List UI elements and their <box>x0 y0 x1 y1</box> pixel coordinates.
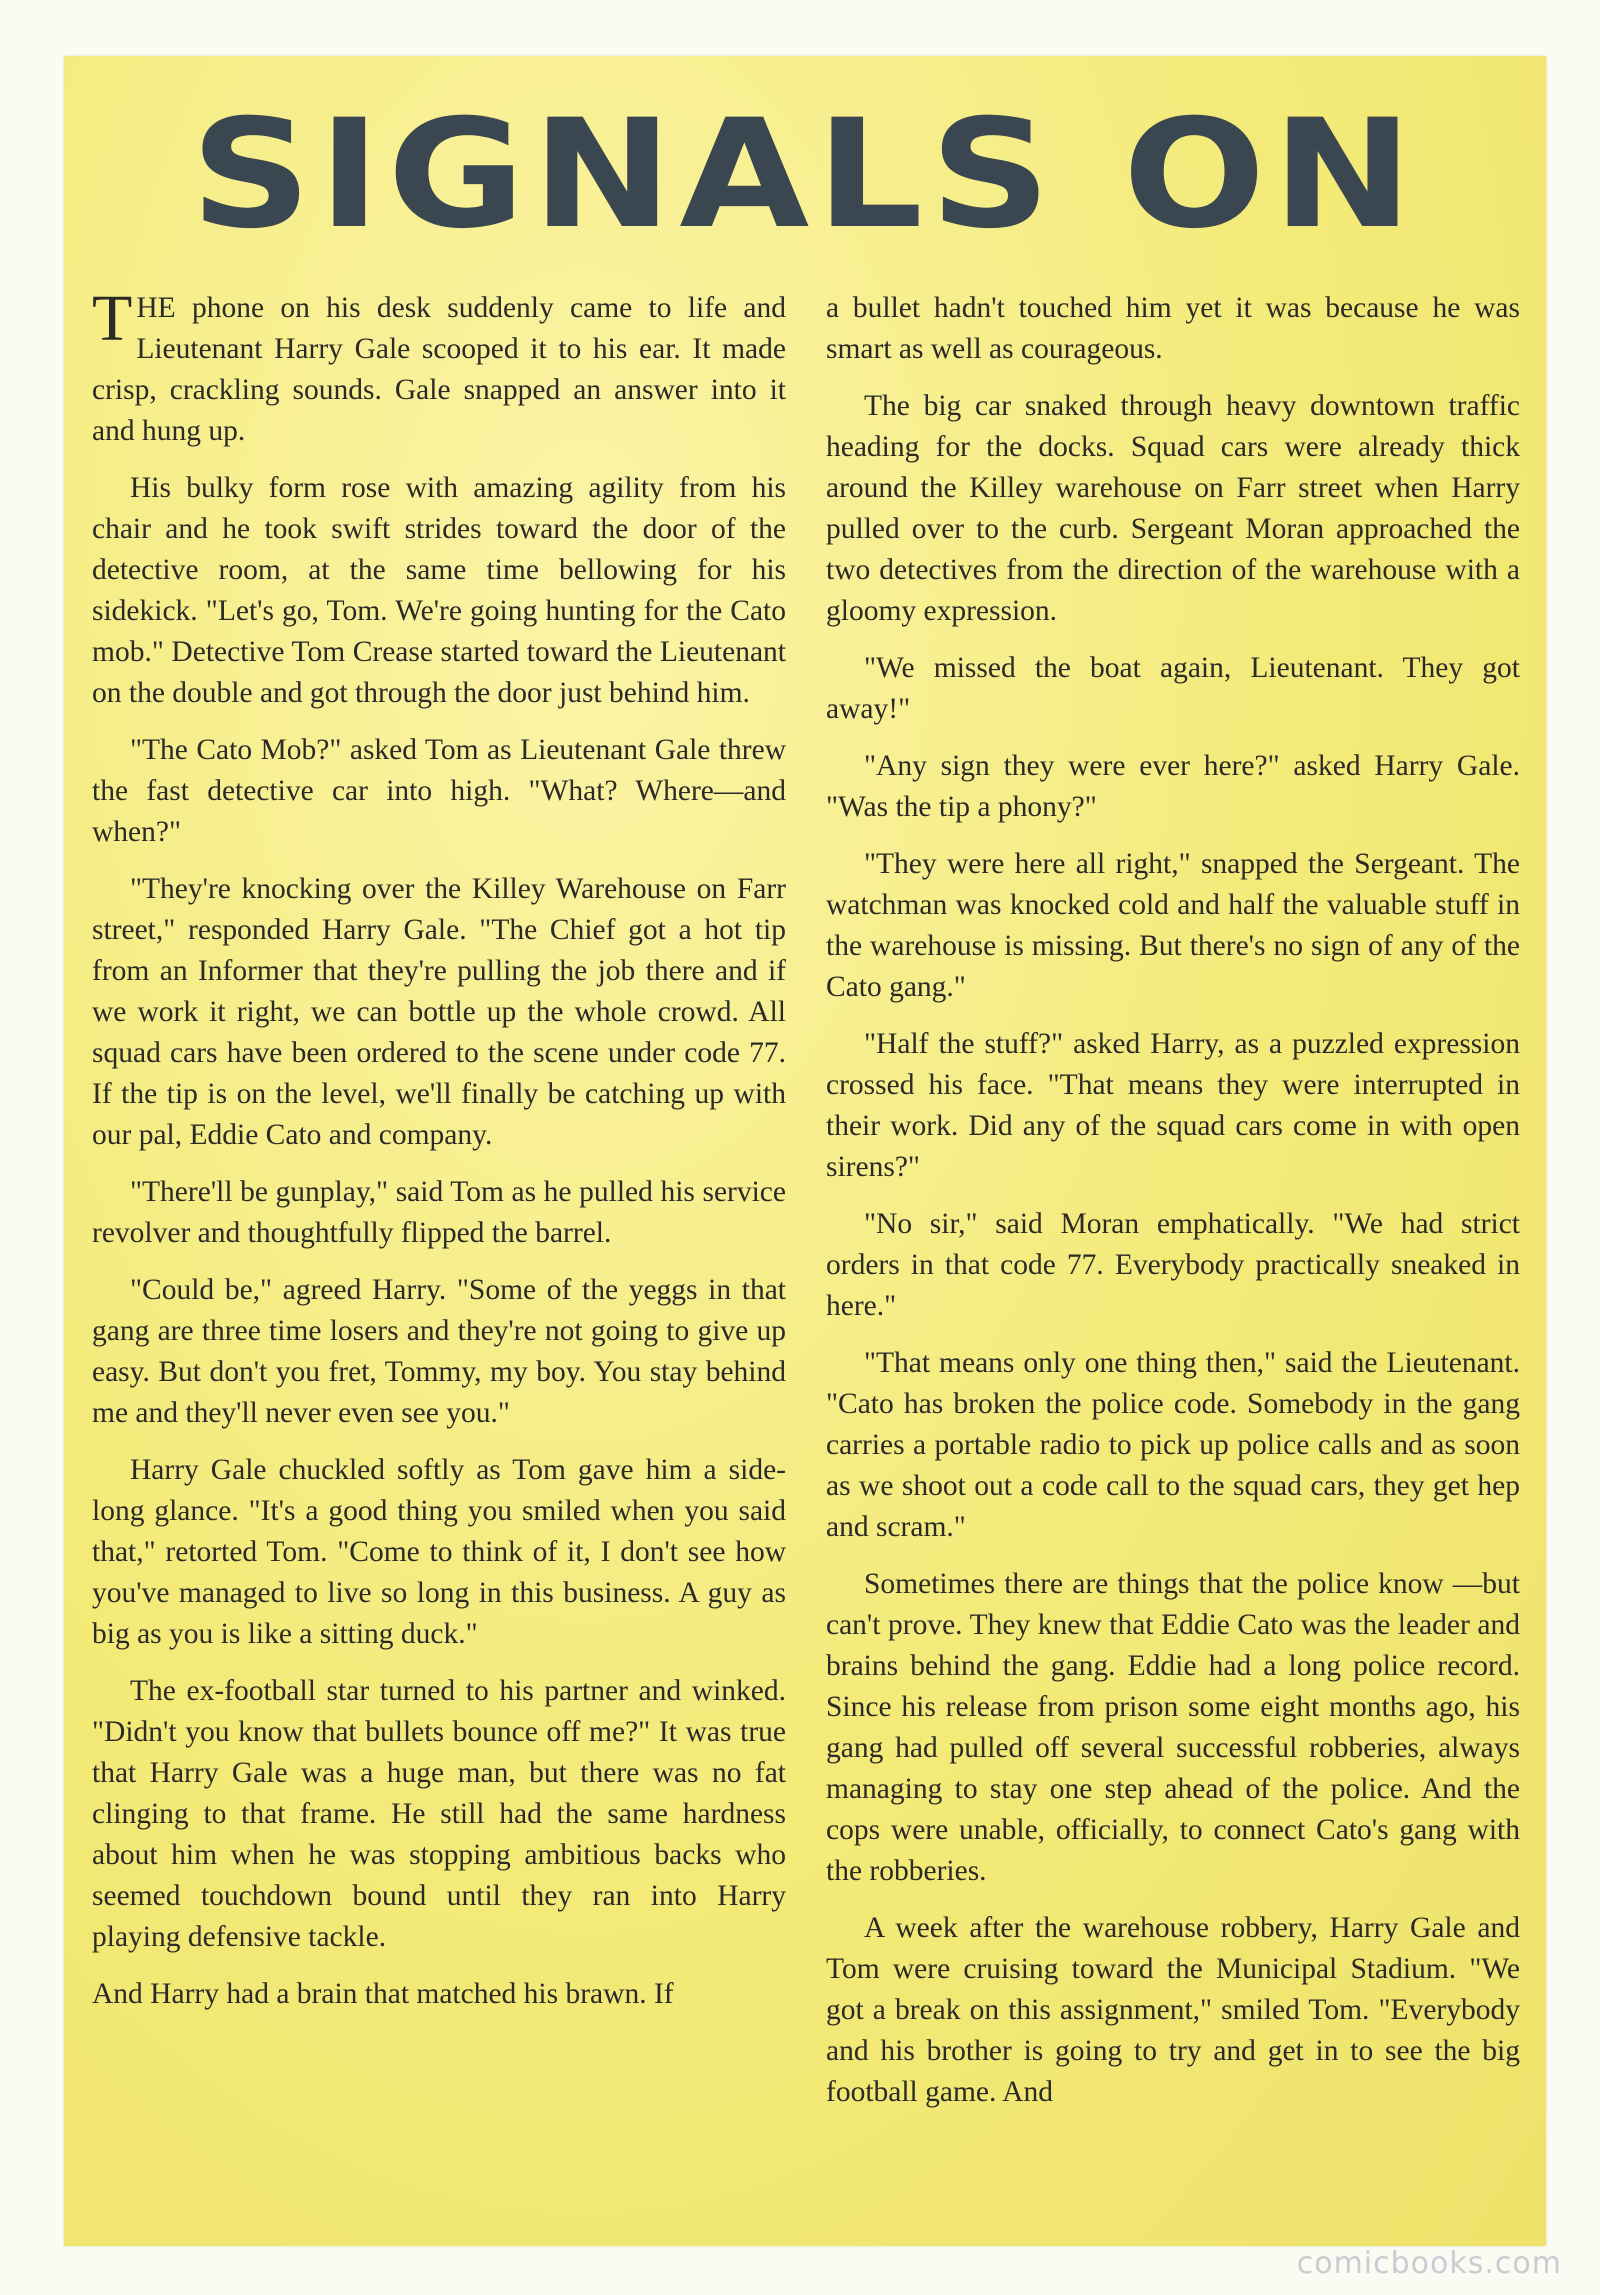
paragraph: His bulky form rose with amazing agility from his chair and he took swift strides toward the door of the detective room, at the same time bellowing for his sidekick. "Let's go, Tom. We're going hunting for the Cato mob." Detective Tom Crease started toward the Lieutenant on the double and got through the door just behind him. <box>92 472 786 709</box>
story-title: SIGNALS ON <box>190 88 1420 262</box>
right-column <box>826 288 1520 2188</box>
paragraph: "The Cato Mob?" asked Tom as Lieutenant Gale threw the fast detective car into high. "What? Where—and when?" <box>92 734 786 848</box>
story-panel <box>64 56 1546 2246</box>
paragraph: "There'll be gunplay," said Tom as he pulled his service revolver and thoughtfully flipped the barrel. <box>92 1176 786 1249</box>
left-column <box>92 282 786 2188</box>
drop-cap: T <box>92 282 133 355</box>
paragraph: A week after the warehouse robbery, Harry Gale and Tom were cruising toward the Municipal Stadium. "We got a break on this assignment," smiled Tom. "Everybody and his brother is going to try and get in to see the big football game. And <box>826 1912 1520 2108</box>
paragraph: "They're knocking over the Killey Warehouse on Farr street," responded Harry Gale. "The Chief got a hot tip from an Informer that they're pulling the job there and if we work it right, we can bottle up the whole crowd. All squad cars have been ordered to the scene under code 77. If the tip is on the level, we'll finally be catching up with our pal, Eddie Cato and company. <box>92 873 786 1151</box>
paragraph: "Half the stuff?" asked Harry, as a puzzled expression crossed his face. "That means they were interrupted in their work. Did any of the squad cars come in with open sirens?" <box>826 1028 1520 1183</box>
paragraph: Sometimes there are things that the police know —but can't prove. They knew that Eddie Cato was the leader and brains behind the gang. Eddie had a long police record. Since his release from prison some eight months ago, his gang had pulled off several successful robberies, always managing to stay one step ahead of the police. And the cops were unable, officially, to connect Cato's gang with the robberies. <box>826 1568 1520 1887</box>
paragraph: The big car snaked through heavy downtown traffic heading for the docks. Squad cars were already thick around the Killey warehouse on Farr street when Harry pulled over to the curb. Sergeant Moran approached the two detectives from the direction of the warehouse with a gloomy expression. <box>826 390 1520 627</box>
paragraph: a bullet hadn't touched him yet it was because he was smart as well as courageous. <box>826 292 1520 365</box>
paragraph: "No sir," said Moran emphatically. "We had strict orders in that code 77. Everybody practically sneaked in here." <box>826 1208 1520 1322</box>
paragraph: And Harry had a brain that matched his brawn. If <box>92 1978 674 2010</box>
paragraph: THE phone on his desk suddenly came to life and Lieutenant Harry Gale scooped it to his ear. It made crisp, crackling sounds. Gale snapped an answer into it and hung up. <box>92 282 786 447</box>
paragraph: "That means only one thing then," said the Lieutenant. "Cato has broken the police code. Somebody in the gang carries a portable radio to pick up police calls and as soon as we shoot out a code call to the squad cars, they get hep and scram." <box>826 1347 1520 1543</box>
watermark: comicbooks.com <box>1296 2246 1562 2281</box>
paragraph: "We missed the boat again, Lieutenant. They got away!" <box>826 652 1520 725</box>
paragraph: "They were here all right," snapped the Sergeant. The watchman was knocked cold and half the valuable stuff in the warehouse is missing. But there's no sign of any of the Cato gang." <box>826 848 1520 1003</box>
paragraph: Harry Gale chuckled softly as Tom gave him a side-long glance. "It's a good thing you smiled when you said that," retorted Tom. "Come to think of it, I don't see how you've managed to live so long in this business. A guy as big as you is like a sitting duck." <box>92 1454 786 1650</box>
paragraph: "Any sign they were ever here?" asked Harry Gale. "Was the tip a phony?" <box>826 750 1520 823</box>
paragraph: The ex-football star turned to his partner and winked. "Didn't you know that bullets bounce off me?" It was true that Harry Gale was a huge man, but there was no fat clinging to that frame. He still had the same hardness about him when he was stopping ambitious backs who seemed touchdown bound until they ran into Harry playing defensive tackle. <box>92 1675 786 1953</box>
paragraph: "Could be," agreed Harry. "Some of the yeggs in that gang are three time losers and they're not going to give up easy. But don't you fret, Tommy, my boy. You stay behind me and they'll never even see you." <box>92 1274 786 1429</box>
